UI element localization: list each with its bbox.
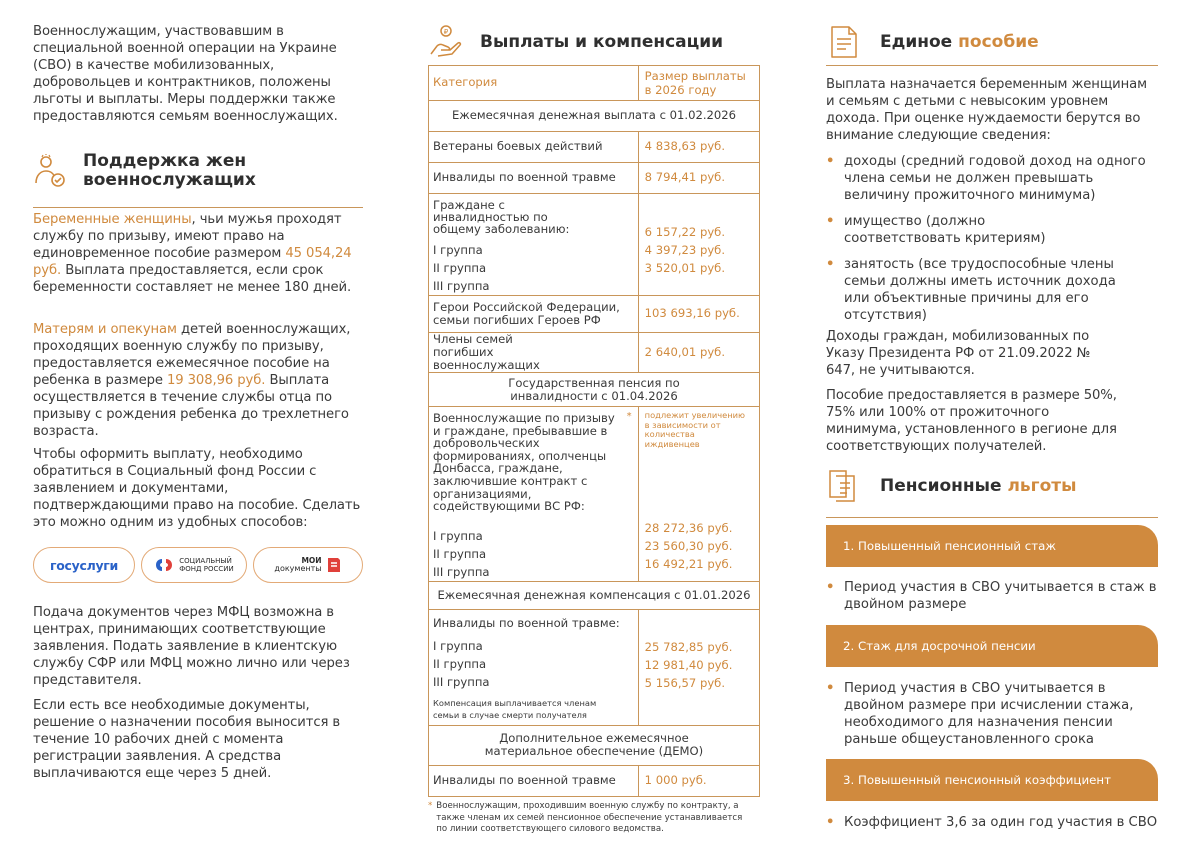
moi-dokumenty-logo[interactable] <box>253 547 363 583</box>
pension-value-3: 16 492,21 руб. <box>644 557 733 571</box>
general-value-2: 4 397,23 руб. <box>644 243 726 257</box>
group-3-label: III группа <box>433 675 490 690</box>
deadline-paragraph: Если есть все необходимые документы, решение о назначении пособия выносится в течение 10 рабочих дней с момента регистрации заявления. А средства выплачиваются еще через 5 дней. <box>33 698 341 781</box>
compensation-value-1: 25 782,85 руб. <box>644 639 733 654</box>
table-row <box>429 132 760 163</box>
pension-list-1 <box>826 579 1158 613</box>
pregnant-amount: 45 054,24 руб. <box>33 246 352 278</box>
pension-value-2: 23 560,30 руб. <box>644 539 733 553</box>
section-divider <box>826 517 1158 518</box>
general-value-3: 3 520,01 руб. <box>644 261 726 275</box>
list-item: • Коэффициент 3,6 за один год участия в СВО <box>826 814 1158 831</box>
row-invalids: Инвалиды по военной травме <box>429 163 639 194</box>
footnote-text: Военнослужащим, проходившим военную службу по контракту, а также членам их семей пенсионное обеспечение устанавливается по линии соответствующего силового ведомства. <box>436 801 743 834</box>
pregnant-text-a: , чьи мужья проходят службу по призыву, имеют право на единовременное пособие размером <box>33 212 342 261</box>
table-row <box>429 765 760 796</box>
list-item: • занятость (все трудоспособные члены семьи должны иметь источник дохода или объективные причины для его отсутствия) <box>826 256 1158 324</box>
row-veterans: Ветераны боевых действий <box>429 132 639 163</box>
criteria-list <box>826 153 1158 324</box>
footnote-marker: * <box>626 411 632 422</box>
group-2-label: II группа <box>433 546 487 561</box>
general-label: Граждане с инвалидностью по общему заболеванию: <box>433 198 570 236</box>
moi-logo-line1: МОИ <box>301 556 322 565</box>
group-2-label: II группа <box>433 261 487 275</box>
payment-hand-icon <box>428 24 464 60</box>
row-compensation <box>429 609 639 725</box>
row-pension <box>429 407 639 582</box>
sfr-emblem-icon <box>154 557 174 573</box>
pension-benefit-bar-2: 2. Стаж для досрочной пенсии <box>826 625 1158 667</box>
group-1-label: I группа <box>433 243 483 257</box>
pension-note: подлежит увеличению в зависимости от количества иждивенцев <box>644 410 746 449</box>
section-row <box>429 373 760 407</box>
wives-support-header <box>33 152 363 190</box>
compensation-value-2: 12 981,40 руб. <box>644 657 733 672</box>
section-row <box>429 581 760 609</box>
section-pension: Государственная пенсия по инвалидности с 01.04.2026 <box>429 373 760 407</box>
value-pension <box>638 407 759 582</box>
table-row <box>429 609 760 725</box>
section-row <box>429 725 760 765</box>
row-general <box>429 194 639 296</box>
value-family: 2 640,01 руб. <box>638 333 759 373</box>
benefit-paragraph: Выплата назначается беременным женщинам и семьям с детьми с невысоким уровнем дохода. При оценке нуждаемости берутся во внимание следующие сведения: <box>826 77 1147 143</box>
mobilized-paragraph: Доходы граждан, мобилизованных по Указу Президента РФ от 21.09.2022 № 647, не учитываются. <box>826 329 1091 378</box>
section-divider <box>33 207 363 208</box>
title-part-1: Единое <box>880 31 959 52</box>
document-icon <box>826 24 862 60</box>
pregnant-paragraph <box>33 211 363 296</box>
table-row <box>429 163 760 194</box>
list-item: • имущество (должно соответствовать критериям) <box>826 213 1158 247</box>
moi-emblem-icon <box>326 556 342 574</box>
family-support-icon <box>33 153 69 189</box>
section-demo: Дополнительное ежемесячное материальное обеспечение (ДЕМО) <box>429 725 760 765</box>
general-value-1: 6 157,22 руб. <box>644 225 726 239</box>
sfr-logo[interactable] <box>141 547 247 583</box>
mothers-text-a: детей военнослужащих, проходящих военную службу по призыву, предоставляется ежемесячное пособие на ребенка в размере <box>33 322 351 388</box>
mothers-paragraph <box>33 321 363 440</box>
footnote-marker: * <box>428 801 433 811</box>
moi-logo-line2: документы <box>274 564 322 573</box>
table-row <box>429 194 760 296</box>
list-item: • доходы (средний годовой доход на одного члена семьи не должен превышать величину прожиточного минимума) <box>826 153 1158 204</box>
payments-table <box>428 65 760 797</box>
mfc-paragraph: Подача документов через МФЦ возможна в центрах, принимающих соответствующие заявления. Подать заявление в клиентскую службу СФР или МФЦ можно лично или через представителя. <box>33 605 350 688</box>
pension-title <box>880 477 1076 496</box>
sfr-logo-line1: СОЦИАЛЬНЫЙ <box>179 557 232 565</box>
svg-text:₽: ₽ <box>443 28 449 36</box>
group-3-label: III группа <box>433 279 490 293</box>
section-divider <box>826 65 1158 66</box>
compensation-note: Компенсация выплачивается членам семьи в случае смерти получателя <box>433 698 597 721</box>
mothers-label: Матерям и опекунам <box>33 322 177 337</box>
value-general <box>638 194 759 296</box>
value-invalids: 8 794,41 руб. <box>638 163 759 194</box>
apply-paragraph: Чтобы оформить выплату, необходимо обратиться в Социальный фонд России с заявлением и документами, подтверждающими право на пособие. Сделать это можно одним из удобных способов: <box>33 447 361 530</box>
table-header-row <box>429 66 760 101</box>
mothers-amount: 19 308,96 руб. <box>166 373 266 388</box>
mothers-text-b: Выплата осуществляется в течение службы отца по призыву с рождения ребенка до трехлетнего возраста. <box>33 373 349 439</box>
row-family: Члены семей погибших военнослужащих <box>429 333 639 373</box>
header-amount: Размер выплаты в 2026 году <box>638 66 759 101</box>
compensation-value-3: 5 156,57 руб. <box>644 675 726 690</box>
benefit-amount-paragraph: Пособие предоставляется в размере 50%, 75% или 100% от прожиточного минимума, установленного в регионе для соответствующих получателей. <box>826 388 1117 454</box>
section-row <box>429 101 760 132</box>
table-row <box>429 333 760 373</box>
value-heroes: 103 693,16 руб. <box>638 296 759 333</box>
section-title-accent: Поддержка жен <box>83 151 247 171</box>
unified-benefit-header <box>826 24 1158 60</box>
footnote <box>428 801 760 836</box>
row-heroes: Герои Российской Федерации, семьи погибших Героев РФ <box>429 296 639 333</box>
title-part-2: пособие <box>958 31 1039 52</box>
table-row <box>429 296 760 333</box>
service-logos <box>33 547 363 583</box>
group-1-label: I группа <box>433 528 483 543</box>
gosuslugi-logo[interactable]: госуслуги <box>33 547 135 583</box>
section-monthly-payment: Ежемесячная денежная выплата с 01.02.2026 <box>429 101 760 132</box>
table-row <box>429 407 760 582</box>
payments-title: Выплаты и компенсации <box>480 31 724 52</box>
pension-value-1: 28 272,36 руб. <box>644 521 733 535</box>
title-part-2: льготы <box>1007 475 1077 496</box>
list-item: • Период участия в СВО учитывается в стаж в двойном размере <box>826 579 1158 613</box>
pregnant-text-b: Выплата предоставляется, если срок беременности составляет не менее 180 дней. <box>33 263 352 295</box>
group-3-label: III группа <box>433 564 490 579</box>
compensation-label: Инвалиды по военной травме: <box>433 615 620 630</box>
pension-header <box>826 468 1158 504</box>
header-category: Категория <box>429 66 639 101</box>
intro-paragraph: Военнослужащим, участвовавшим в специальной военной операции на Украине (СВО) в качестве мобилизованных, добровольцев и контрактников, положены льготы и выплаты. Меры поддержки также предоставляются семьям военнослужащих. <box>33 24 338 124</box>
value-veterans: 4 838,63 руб. <box>638 132 759 163</box>
unified-benefit-title <box>880 33 1039 52</box>
pension-list-3 <box>826 814 1158 831</box>
group-2-label: II группа <box>433 657 487 672</box>
list-item: • Период участия в СВО учитывается в двойном размере при исчислении стажа, необходимого для назначения пенсии раньше общеустановленного срока <box>826 680 1158 748</box>
section-title: военнослужащих <box>83 170 256 190</box>
sfr-logo-line2: ФОНД РОССИИ <box>179 565 234 573</box>
payments-header <box>428 24 760 60</box>
pregnant-label: Беременные женщины <box>33 212 192 227</box>
pension-docs-icon <box>826 468 862 504</box>
pension-benefit-bar-1: 1. Повышенный пенсионный стаж <box>826 525 1158 567</box>
section-compensation: Ежемесячная денежная компенсация с 01.01.2026 <box>429 581 760 609</box>
value-compensation <box>638 609 759 725</box>
value-demo: 1 000 руб. <box>638 765 759 796</box>
row-demo: Инвалиды по военной травме <box>429 765 639 796</box>
pension-list-2 <box>826 680 1158 748</box>
title-part-1: Пенсионные <box>880 475 1008 496</box>
pension-benefit-bar-3: 3. Повышенный пенсионный коэффициент <box>826 759 1158 801</box>
group-1-label: I группа <box>433 639 483 654</box>
pension-label: Военнослужащие по призыву и граждане, пребывавшие в добровольческих формированиях, ополченцы Донбасса, граждане, заключившие контракт с организациями, содействующими ВС РФ: <box>433 411 615 514</box>
